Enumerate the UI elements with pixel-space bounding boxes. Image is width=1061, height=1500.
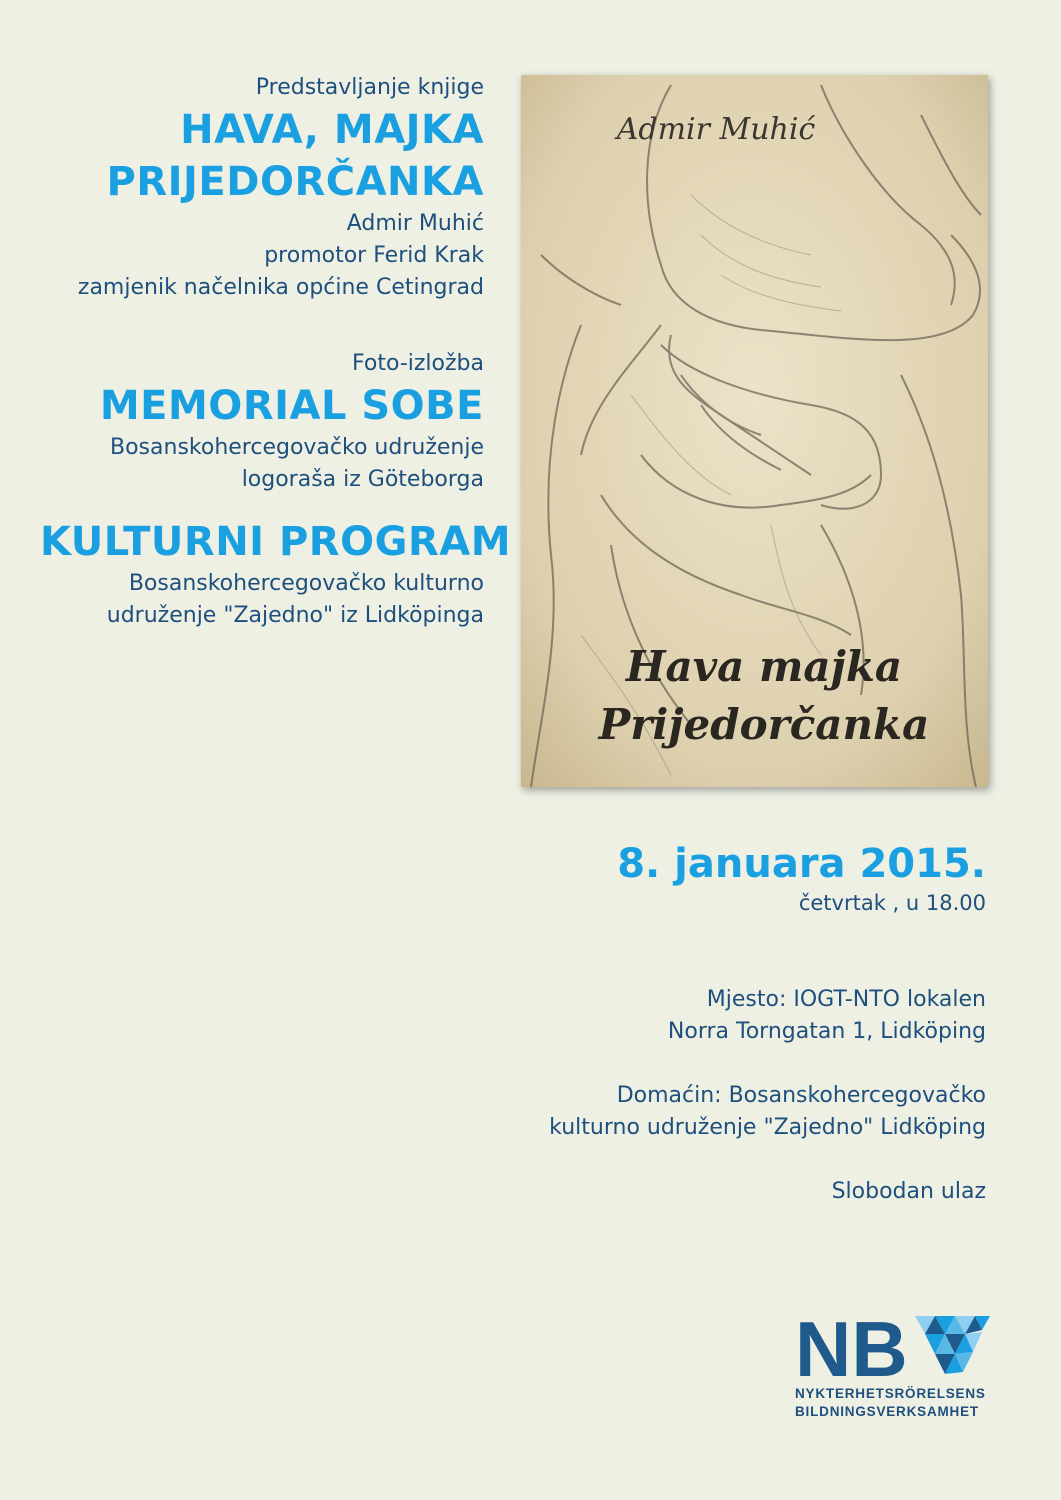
program-org-line1: Bosanskohercegovačko kulturno [128,571,484,596]
cover-title-line2: Prijedorčanka [598,700,930,749]
exhibition-title: MEMORIAL SOBE [99,383,484,429]
logo-tagline2: BILDNINGSVERKSAMHET [795,1404,979,1419]
logo-tagline1: NYKTERHETSRÖRELSENS [795,1386,986,1401]
book-intro: Predstavljanje knjige [255,75,484,100]
place-line2: Norra Torngatan 1, Lidköping [667,1019,986,1044]
event-day-time: četvrtak , u 18.00 [798,891,986,915]
exhibition-intro: Foto-izložba [352,351,484,376]
book-cover-illustration [521,75,988,787]
host-line2: kulturno udruženje "Zajedno" Lidköping [549,1115,986,1140]
host-line1: Domaćin: Bosanskohercegovačko [616,1083,986,1108]
nbv-logo-mark [795,1310,990,1385]
program-org-line2: udruženje "Zajedno" iz Lidköpinga [106,603,484,628]
book-promoter-role: zamjenik načelnika općine Cetingrad [77,275,484,300]
entry-note: Slobodan ulaz [831,1179,986,1204]
cover-title-line1: Hava majka [625,642,903,691]
event-details [500,984,986,1208]
book-cover [521,75,988,787]
program-title: KULTURNI PROGRAM [40,519,512,565]
book-title-line1: HAVA, MAJKA [180,107,484,153]
logo-letters: NB [795,1310,908,1385]
book-author: Admir Muhić [346,211,484,236]
left-column [40,72,512,632]
logo-v-triangles [915,1316,990,1374]
exhibition-org-line2: logoraša iz Göteborga [241,467,484,492]
book-title-line2: PRIJEDORČANKA [106,159,484,205]
exhibition-org-line1: Bosanskohercegovačko udruženje [110,435,484,460]
event-date: 8. januara 2015. [617,841,986,887]
logo-tagline [795,1385,990,1421]
place-line1: Mjesto: IOGT-NTO lokalen [706,987,986,1012]
book-promoter: promotor Ferid Krak [264,243,484,268]
cover-author: Admir Muhić [616,112,816,147]
